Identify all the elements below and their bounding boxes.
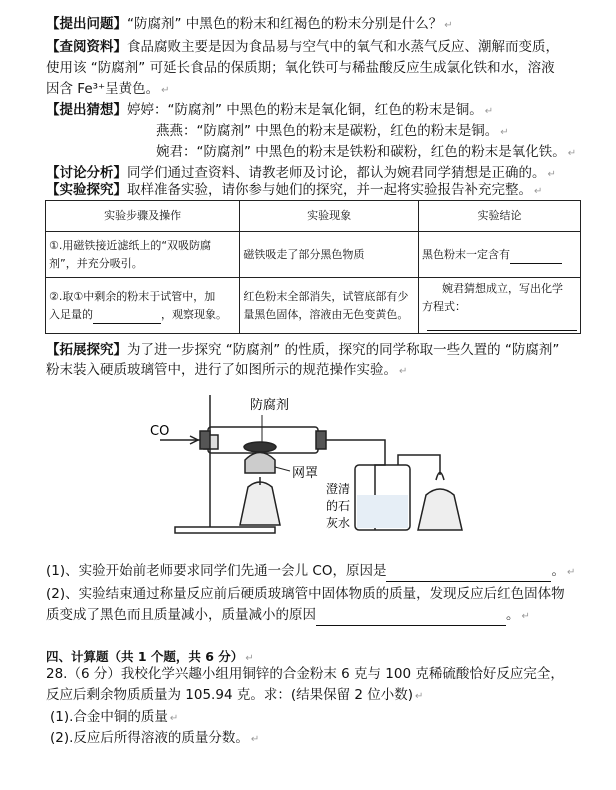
table-cell bbox=[419, 232, 581, 278]
guess-text-2: 燕燕：“防腐剂” 中黑色的粉末是碳粉，红色的粉末是铜。 bbox=[156, 123, 499, 139]
table-row bbox=[46, 278, 581, 334]
agent-label: 防腐剂 bbox=[250, 398, 290, 413]
table-cell: 磁铁吸走了部分黑色物质 bbox=[240, 232, 419, 278]
limewater-label-1: 澄清 bbox=[326, 482, 351, 496]
step2-text-c: ，观察现象。 bbox=[161, 307, 227, 321]
q1-text: (1)、实验开始前老师要求同学们先通一会儿 CO，原因是 bbox=[46, 563, 387, 579]
q1-line: (1)、实验开始前老师要求同学们先通一会儿 CO，原因是 。 ↵ bbox=[46, 562, 575, 582]
table-header: 实验结论 bbox=[419, 201, 581, 232]
answer-blank[interactable] bbox=[386, 567, 551, 582]
q28-line-1: 28.（6 分）我校化学兴趣小组用铜锌的合金粉末 6 克与 100 克稀硫酸恰好反应完全， bbox=[46, 666, 564, 682]
conclusion2-line-b: 方程式： bbox=[422, 300, 466, 313]
conclusion2-line-a: 婉君猜想成立，写出化学 bbox=[442, 282, 563, 295]
q28-sub-1-text: (1).合金中铜的质量 bbox=[50, 709, 168, 725]
step1-line-b: 剂”，并充分吸引。 bbox=[49, 256, 143, 270]
guess-line-2: 燕燕：“防腐剂” 中黑色的粉末是碳粉，红色的粉末是铜。 ↵ bbox=[156, 123, 509, 139]
apparatus-diagram bbox=[150, 385, 490, 545]
explore-line: 【实验探究】取样准备实验，请你参与她们的探究，并一起将实验报告补充完整。 ↵ bbox=[46, 182, 543, 198]
q28-sub-1: (1).合金中铜的质量 ↵ bbox=[50, 709, 179, 725]
step2-text-b: 入足量的 bbox=[49, 307, 93, 321]
mesh-cover bbox=[245, 453, 275, 474]
problem-tag: 【提出问题】 bbox=[46, 16, 127, 32]
q28-sub-2-text: (2).反应后所得溶液的质量分数。 bbox=[50, 730, 249, 746]
right-stopper bbox=[316, 431, 326, 449]
answer-blank[interactable] bbox=[510, 249, 562, 264]
explore-text: 取样准备实验，请你参与她们的探究，并一起将实验报告补充完整。 bbox=[127, 182, 532, 198]
stand-base bbox=[175, 527, 275, 533]
q28-text-2: 反应后剩余物质质量为 105.94 克。求：(结果保留 2 位小数) bbox=[46, 687, 414, 703]
conclusion1-text: 黑色粉末一定含有 bbox=[422, 247, 510, 261]
table-cell bbox=[419, 278, 581, 334]
lookup-line-3: 因含 Fe³⁺呈黄色。 ↵ bbox=[46, 81, 170, 97]
discuss-line: 【讨论分析】同学们通过查资料、请教老师及讨论，都认为婉君同学猜想是正确的。 ↵ bbox=[46, 165, 556, 181]
q28-line-2: 反应后剩余物质质量为 105.94 克。求：(结果保留 2 位小数) ↵ bbox=[46, 687, 424, 703]
table-header-row bbox=[46, 201, 581, 232]
expand-text-2: 粉末装入硬质玻璃管中，进行了如图所示的规范操作实验。 bbox=[46, 362, 397, 378]
guess-line-3: 婉君：“防腐剂” 中黑色的粉末是铁粉和碳粉，红色的粉末是氧化铁。 ↵ bbox=[156, 144, 577, 160]
limewater-label-3: 灰水 bbox=[326, 516, 351, 530]
problem-text: “防腐剂” 中黑色的粉末和红褐色的粉末分别是什么？ bbox=[127, 16, 443, 32]
table-row bbox=[46, 232, 581, 278]
lookup-text-1: 食品腐败主要是因为食品易与空气中的氧气和水蒸气反应、潮解而变质， bbox=[127, 39, 559, 55]
lookup-text-3: 因含 Fe³⁺呈黄色。 bbox=[46, 81, 160, 97]
table-cell bbox=[240, 278, 419, 334]
lookup-line-1 bbox=[46, 38, 559, 56]
answer-blank[interactable] bbox=[316, 611, 506, 626]
limewater bbox=[357, 495, 408, 528]
expand-tag: 【拓展探究】 bbox=[46, 342, 127, 358]
q1-end: 。 bbox=[551, 563, 565, 579]
table-header: 实验现象 bbox=[240, 201, 419, 232]
sample-powder bbox=[244, 442, 276, 452]
step2-line-a: ②.取①中剩余的粉末于试管中，加 bbox=[49, 289, 216, 303]
phenomenon2-line-b: 量黑色固体，溶液由无色变黄色。 bbox=[243, 307, 409, 321]
table-cell bbox=[46, 278, 240, 334]
co-label: CO bbox=[150, 424, 170, 439]
experiment-table bbox=[45, 200, 581, 334]
step2-line-b bbox=[49, 306, 236, 324]
exhaust-lamp bbox=[418, 489, 462, 530]
lookup-tag: 【查阅资料】 bbox=[46, 39, 127, 55]
guess-text-3: 婉君：“防腐剂” 中黑色的粉末是铁粉和碳粉，红色的粉末是氧化铁。 bbox=[156, 144, 566, 160]
expand-line-2: 粉末装入硬质玻璃管中，进行了如图所示的规范操作实验。 ↵ bbox=[46, 362, 408, 378]
table-cell bbox=[46, 232, 240, 278]
mesh-pointer bbox=[275, 467, 290, 471]
section-title: 四、计算题（共 1 个题，共 6 分） ↵ bbox=[46, 649, 254, 664]
limewater-label-2: 的石 bbox=[326, 499, 351, 513]
discuss-tag: 【讨论分析】 bbox=[46, 165, 127, 181]
answer-blank[interactable] bbox=[93, 309, 161, 324]
expand-text-1: 为了进一步探究 “防腐剂” 的性质，探究的同学称取一些久置的 “防腐剂” bbox=[127, 342, 560, 358]
alcohol-lamp bbox=[240, 482, 280, 525]
mesh-label: 网罩 bbox=[292, 466, 319, 481]
guess-tag: 【提出猜想】 bbox=[46, 102, 127, 118]
explore-tag: 【实验探究】 bbox=[46, 182, 127, 198]
expand-line-1 bbox=[46, 341, 559, 359]
discuss-text: 同学们通过查资料、请教老师及讨论，都认为婉君同学猜想是正确的。 bbox=[127, 165, 546, 181]
q2-text-2: 质变成了黑色而且质量减小，质量减小的原因 bbox=[46, 607, 316, 623]
q28-sub-2: (2).反应后所得溶液的质量分数。 ↵ bbox=[50, 730, 260, 746]
answer-blank[interactable] bbox=[427, 316, 577, 331]
guess-text-1: 婷婷：“防腐剂” 中黑色的粉末是氧化铜，红色的粉末是铜。 bbox=[127, 102, 483, 118]
q2-line-2: 质变成了黑色而且质量减小，质量减小的原因 。 ↵ bbox=[46, 606, 530, 626]
left-stopper bbox=[200, 431, 210, 449]
q2-end: 。 bbox=[506, 607, 520, 623]
guess-line-1: 【提出猜想】婷婷：“防腐剂” 中黑色的粉末是氧化铜，红色的粉末是铜。 ↵ bbox=[46, 102, 494, 118]
lookup-line-2: 使用该 “防腐剂” 可延长食品的保质期；氧化铁可与稀盐酸反应生成氯化铁和水，溶液 bbox=[46, 60, 555, 76]
section-title-text: 四、计算题（共 1 个题，共 6 分） bbox=[46, 649, 244, 664]
phenomenon2-line-a: 红色粉末全部消失，试管底部有少 bbox=[243, 289, 409, 303]
q2-line-1: (2)、实验结束通过称量反应前后硬质玻璃管中固体物质的质量，发现反应后红色固体物 bbox=[46, 586, 565, 602]
problem-line: 【提出问题】“防腐剂” 中黑色的粉末和红褐色的粉末分别是什么？ ↵ bbox=[46, 16, 453, 32]
table-header: 实验步骤及操作 bbox=[46, 201, 240, 232]
step1-line-a: ①.用磁铁接近滤纸上的“双吸防腐 bbox=[49, 238, 212, 252]
